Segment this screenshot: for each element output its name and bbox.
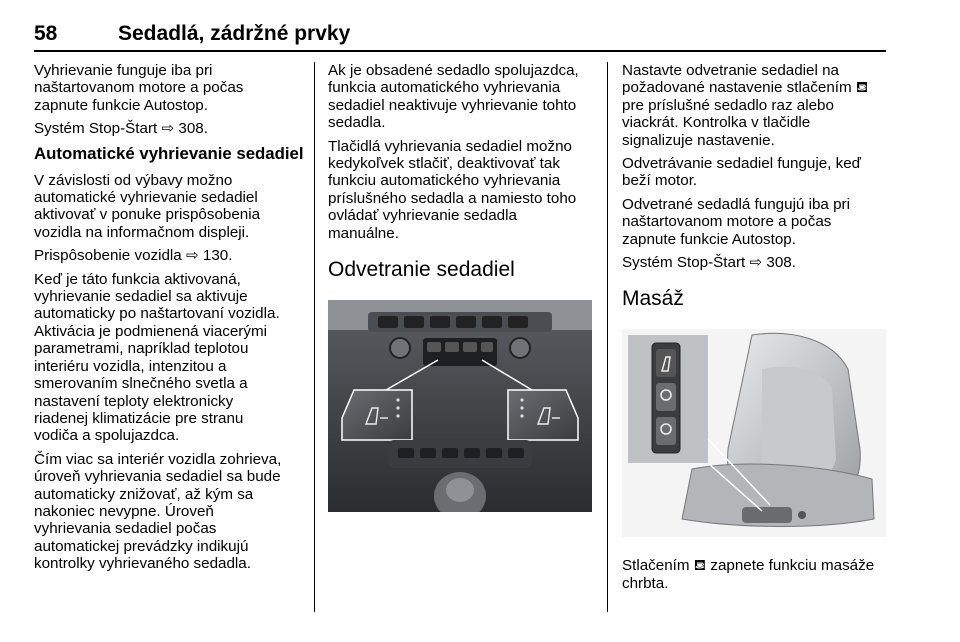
paragraph: Čím viac sa interiér vozidla zohrieva, úroveň vyhrievania sedadiel sa bude automaticky znižovať, až kým sa nakoniec nevypne. Úroveň vyhrievania sedadiel počas automatickej prevádzky indikujú kontrolky vyhrievaného sedadla. [34,450,282,573]
paragraph: Odvetrané sedadlá fungujú iba pri naštartovanom motore a počas zapnute funkcie Autostop. [622,195,850,248]
page-number: 58 [34,22,58,45]
column-2 [328,62,594,512]
column-divider [314,62,315,612]
section-heading: Odvetranie sedadiel [328,258,515,282]
paragraph: Ak je obsadené sedadlo spolujazdca, funkcia automatického vyhrievania sedadiel neaktivuje vyhrievanie tohto sedadla. [328,62,579,132]
section-heading: Masáž [622,287,684,311]
paragraph: Nastavte odvetranie sedadiel na požadované nastavenie stlačením ⛾ pre príslušné sedadlo raz alebo viackrát. Kontrolka v tlačidle signalizuje nastavenie. [622,62,869,149]
cross-reference: Systém Stop-Štart ⇨ 308. [622,254,796,272]
paragraph: Tlačidlá vyhrievania sedadiel možno kedykoľvek stlačiť, deaktivovať tak funkciu automatického vyhrievania príslušného sedadla a namiesto toho ovládať vyhrievanie sedadla manuálne. [328,137,577,242]
cross-reference: Systém Stop-Štart ⇨ 308. [34,120,208,138]
console-photo [328,300,592,512]
cross-reference: Prispôsobenie vozidla ⇨ 130. [34,247,233,265]
column-divider [607,62,608,612]
paragraph: Stlačením ⛾ zapnete funkciu masáže chrbta. [622,557,875,592]
paragraph: V závislosti od výbavy možno automatické vyhrievanie sedadiel aktivovať v ponuke prispôsobenia vozidla na informačnom displeji. [34,171,261,241]
seat-photo [622,329,886,537]
page-header [34,22,894,50]
column-3 [622,62,892,598]
column-1 [34,62,304,579]
page-title: Sedadlá, zádržné prvky [118,22,351,45]
paragraph: Odvetrávanie sedadiel funguje, keď beží motor. [622,155,861,190]
paragraph: Keď je táto funkcia aktivovaná, vyhrievanie sedadiel sa aktivuje automaticky po naštartovaní vozidla. Aktivácia je podmienená viacerými parametrami, napríklad teplotou interiéru vozidla, intenzitou a smerovaním slnečného svetla a nastavení teploty elektronicky riadenej klimatizácie pre stranu vodiča a spolujazdca. [34,270,280,445]
section-heading: Automatické vyhrievanie sedadiel [34,143,304,163]
header-rule [34,50,886,52]
paragraph: Vyhrievanie funguje iba pri naštartovanom motore a počas zapnute funkcie Autostop. [34,62,244,114]
